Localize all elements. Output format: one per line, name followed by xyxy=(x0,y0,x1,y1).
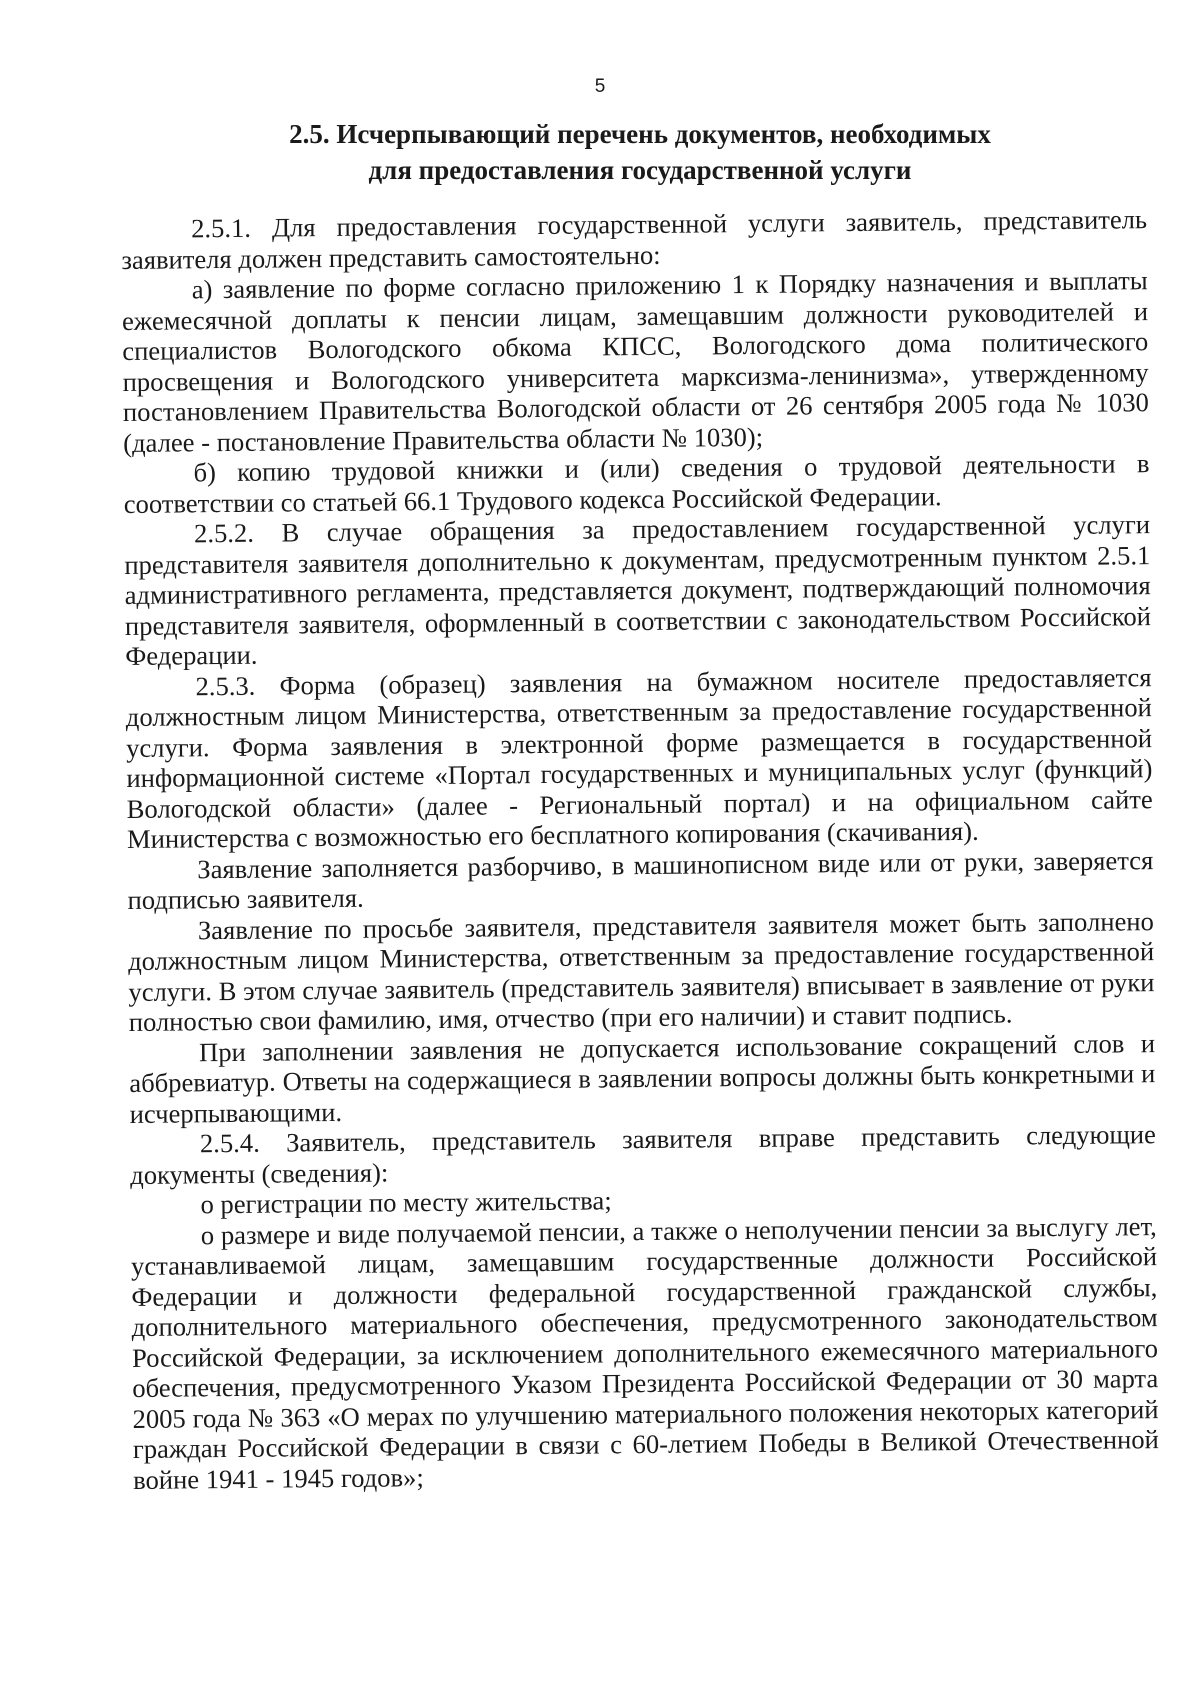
page-number: 5 xyxy=(594,76,606,97)
paragraph-form-by-official: Заявление по просьбе заявителя, представителя заявителя может быть заполнено должностным лицом Министерства, ответственным за предоставление государственной услуги. В этом случае заявитель (представитель заявителя) вписывает в заявление от руки полностью свои фамилию, имя, отчество (при его наличии) и ставит подпись. xyxy=(128,905,1155,1037)
paragraph-form-filling: Заявление заполняется разборчиво, в машинописном виде или от руки, заверяется подписью заявителя. xyxy=(127,844,1154,915)
paragraph-2-5-1: 2.5.1. Для предоставления государственной услуги заявитель, представитель заявителя должен представить самостоятельно: xyxy=(121,204,1148,275)
document-body xyxy=(121,204,1159,1495)
paragraph-2-5-4: 2.5.4. Заявитель, представитель заявителя вправе представить следующие документы (сведения): xyxy=(130,1119,1157,1190)
paragraph-registration: о регистрации по месту жительства; xyxy=(200,1185,612,1220)
paragraph-item-a: а) заявление по форме согласно приложению 1 к Порядку назначения и выплаты ежемесячной доплаты к пенсии лицам, замещавшим должности руководителей и специалистов Вологодского обкома КПСС, Вологодского дома политического просвещения и Вологодского университета марксизма-ленинизма», утвержденному постановлением Правительства Вологодской области от 26 сентября 2005 года № 1030 (далее - постановление Правительства области № 1030); xyxy=(121,265,1149,458)
section-heading xyxy=(200,116,1080,188)
paragraph-pension-info: о размере и виде получаемой пенсии, а также о неполучении пенсии за выслугу лет, устанавливаемой лицам, замещавшим государственные должности Российской Федерации и должности федеральной государственной гражданской службы, дополнительного материального обеспечения, предусмотренного законодательством Российской Федерации, за исключением дополнительного ежемесячного материального обеспечения, предусмотренного Указом Президента Российской Федерации от 30 марта 2005 года № 363 «О мерах по улучшению материального положения некоторых категорий граждан Российской Федерации в связи с 60-летием Победы в Великой Отечественной войне 1941 - 1945 годов»; xyxy=(130,1210,1159,1495)
paragraph-2-5-2: 2.5.2. В случае обращения за предоставлением государственной услуги представителя заявителя дополнительно к документам, предусмотренным пунктом 2.5.1 административного регламента, представляется документ, подтверждающий полномочия представителя заявителя, оформленный в соответствии с законодательством Российской Федерации. xyxy=(124,509,1152,671)
paragraph-no-abbreviations: При заполнении заявления не допускается использование сокращений слов и аббревиатур. Ответы на содержащиеся в заявлении вопросы должны быть конкретными и исчерпывающими. xyxy=(129,1027,1156,1129)
section-heading-line-1: 2.5. Исчерпывающий перечень документов, необходимых xyxy=(289,119,991,149)
paragraph-2-5-3: 2.5.3. Форма (образец) заявления на бумажном носителе предоставляется должностным лицом Министерства, ответственным за предоставление государственной услуги. Форма заявления в электронной форме размещается в государственной информационной системе «Портал государственных и муниципальных услуг (функций) Вологодской области» (далее - Региональный портал) и на официальном сайте Министерства с возможностью его бесплатного копирования (скачивания). xyxy=(125,661,1153,854)
section-heading-line-2: для предоставления государственной услуги xyxy=(368,155,912,185)
paragraph-item-b: б) копию трудовой книжки и (или) сведения о трудовой деятельности в соответствии со статьей 66.1 Трудового кодекса Российской Федерации. xyxy=(123,448,1150,519)
